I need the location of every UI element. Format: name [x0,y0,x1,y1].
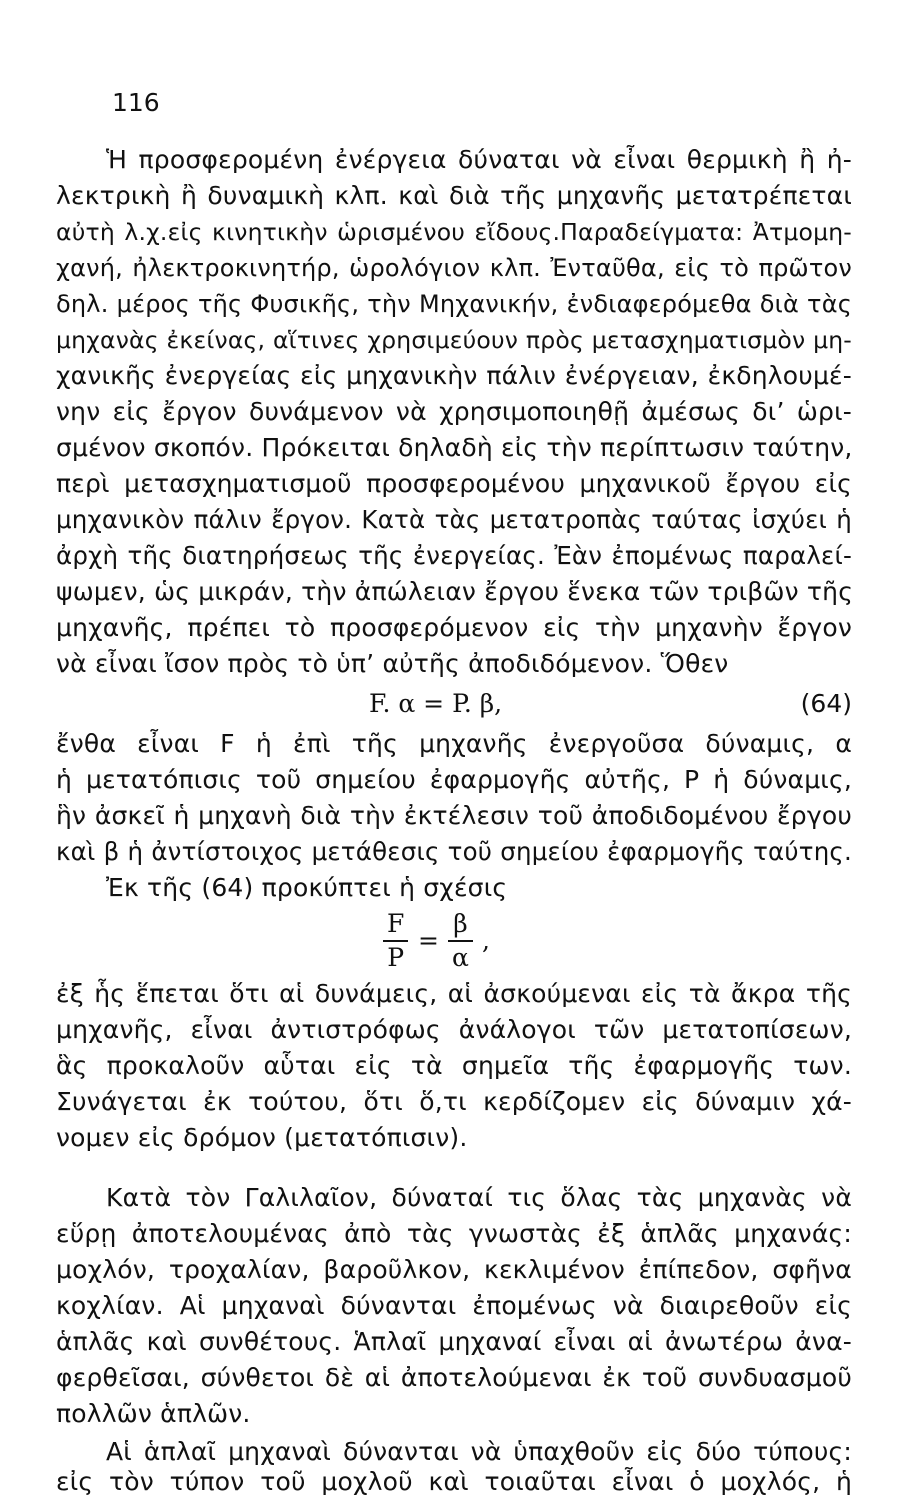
text-line: μηχανῆς, εἶναι ἀντιστρόφως ἀνάλογοι τῶν μετατοπίσεων, [56,1015,852,1044]
text-line: λεκτρικὴ ἢ δυναμικὴ κλπ. καὶ διὰ τῆς μηχανῆς μετατρέπεται [56,181,852,210]
fraction-numerator: F [387,909,405,938]
text-line: ψωμεν, ὡς μικράν, τὴν ἀπώλειαν ἔργου ἕνεκα τῶν τριβῶν τῆς [56,577,854,606]
text-line: νομεν εἰς δρόμον (μετατόπισιν). [56,1123,468,1152]
fraction-denominator: α [452,942,469,972]
text-line: μοχλόν, τροχαλίαν, βαροῦλκον, κεκλιμένον ἐπίπεδον, σφῆνα [56,1255,852,1284]
equation-expression: F. α = P. β, [369,689,503,718]
fraction-right [448,908,473,974]
equation-number: (64) [800,689,852,718]
text-line: σμένον σκοπόν. Πρόκειται δηλαδὴ εἰς τὴν περίπτωσιν ταύτην, [56,433,853,462]
text-line: Ἡ προσφερομένη ἐνέργεια δύναται νὰ εἶναι θερμικὴ ἢ ἠ- [106,145,852,174]
text-line: κοχλίαν. Αἱ μηχαναὶ δύνανται ἐπομένως νὰ διαιρεθοῦν εἰς [56,1291,852,1320]
trailing-comma: , [482,926,490,955]
text-line: ἀρχὴ τῆς διατηρήσεως τῆς ἐνεργείας. Ἐὰν ἐπομένως παραλεί- [56,541,852,570]
fraction-denominator: P [387,942,405,972]
fraction-numerator: β [453,909,468,938]
text-line: εὕρῃ ἀποτελουμένας ἀπὸ τὰς γνωστὰς ἐξ ἁπλᾶς μηχανάς: [56,1219,852,1248]
text-line: Συνάγεται ἐκ τούτου, ὅτι ὅ,τι κερδίζομεν εἰς δύναμιν χά- [56,1087,852,1116]
text-line: χανικῆς ἐνεργείας εἰς μηχανικὴν πάλιν ἐνέργειαν, ἐκδηλουμέ- [56,361,852,390]
text-line: μηχανὰς ἐκείνας, αἵτινες χρησιμεύουν πρὸς μετασχηματισμὸν μη- [56,326,852,354]
text-line: Κατὰ τὸν Γαλιλαῖον, δύναταί τις ὅλας τὰς μηχανὰς νὰ [106,1183,852,1212]
equals-sign: = [418,926,439,955]
text-line: εἰς τὸν τύπον τοῦ μοχλοῦ καὶ τοιαῦται εἶναι ὁ μοχλός, ἡ [56,1467,852,1496]
text-line: νὰ εἶναι ἴσον πρὸς τὸ ὑπ’ αὐτῆς ἀποδιδόμενον. Ὅθεν [56,649,729,678]
text-line: καὶ β ἡ ἀντίστοιχος μετάθεσις τοῦ σημείου ἐφαρμογῆς ταύτης. [56,837,852,866]
text-line: ἐξ ἧς ἕπεται ὅτι αἱ δυνάμεις, αἱ ἀσκούμεναι εἰς τὰ ἄκρα τῆς [56,979,852,1008]
text-line: μηχανικὸν πάλιν ἔργον. Κατὰ τὰς μετατροπὰς ταύτας ἰσχύει ἡ [56,505,852,534]
text-line: ἁπλᾶς καὶ συνθέτους. Ἁπλαῖ μηχαναί εἶναι αἱ ἀνωτέρω ἀνα- [56,1327,852,1356]
text-line: πολλῶν ἁπλῶν. [56,1399,251,1428]
text-line: ἃς προκαλοῦν αὗται εἰς τὰ σημεῖα τῆς ἐφαρμογῆς των. [56,1051,852,1080]
text-line: ἔνθα εἶναι F ἡ ἐπὶ τῆς μηχανῆς ἐνεργοῦσα δύναμις, α [56,729,852,758]
equation-64 [56,686,852,726]
page-number: 116 [112,88,160,117]
text-line: Αἱ ἁπλαῖ μηχαναὶ δύνανται νὰ ὑπαχθοῦν εἰς δύο τύπους: [106,1437,852,1466]
text-line: ἣν ἀσκεῖ ἡ μηχανὴ διὰ τὴν ἐκτέλεσιν τοῦ ἀποδιδομένου ἔργου [56,801,852,830]
text-line: χανή, ἠλεκτροκινητήρ, ὡρολόγιον κλπ. Ἐνταῦθα, εἰς τὸ πρῶτον [56,254,852,282]
text-line: νην εἰς ἔργον δυνάμενον νὰ χρησιμοποιηθῇ ἀμέσως δι’ ὡρι- [56,397,852,426]
text-line: αὐτὴ λ.χ.εἰς κινητικὴν ὡρισμένου εἴδους.Παραδείγματα: Ἀτμομη- [56,218,852,246]
text-line: περὶ μετασχηματισμοῦ προσφερομένου μηχανικοῦ ἔργου εἰς [56,469,852,498]
text-line: ἡ μετατόπισις τοῦ σημείου ἐφαρμογῆς αὐτῆς, P ἡ δύναμις, [56,765,852,794]
text-line: φερθεῖσαι, σύνθετοι δὲ αἱ ἀποτελούμεναι ἐκ τοῦ συνδυασμοῦ [56,1363,852,1392]
text-line: δηλ. μέρος τῆς Φυσικῆς, τὴν Μηχανικήν, ἐνδιαφερόμεθα διὰ τὰς [56,290,852,318]
text-line: Ἐκ τῆς (64) προκύπτει ἡ σχέσις [106,873,508,902]
fraction-left [383,908,408,974]
text-line: μηχανῆς, πρέπει τὸ προσφερόμενον εἰς τὴν μηχανὴν ἔργον [56,613,852,642]
